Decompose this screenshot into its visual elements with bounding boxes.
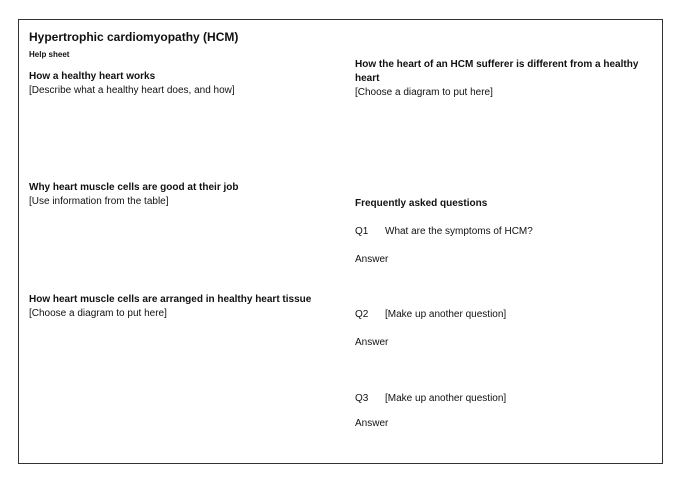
question-3-text: [Make up another question]: [385, 393, 507, 404]
cell-arrangement-prompt: [Choose a diagram to put here]: [29, 308, 167, 319]
muscle-cells-prompt: [Use information from the table]: [29, 196, 169, 207]
muscle-cells-heading: Why heart muscle cells are good at their job: [29, 182, 239, 193]
question-2-number: Q2: [355, 309, 369, 320]
document-title: Hypertrophic cardiomyopathy (HCM): [29, 30, 239, 44]
healthy-heart-heading: How a healthy heart works: [29, 71, 156, 82]
faq-heading: Frequently asked questions: [355, 198, 488, 209]
answer-1-label: Answer: [355, 254, 389, 265]
healthy-heart-prompt: [Describe what a healthy heart does, and how]: [29, 85, 235, 96]
question-1-text: What are the symptoms of HCM?: [385, 226, 533, 237]
document-subtitle: Help sheet: [29, 50, 70, 59]
hcm-difference-heading: How the heart of an HCM sufferer is different from a healthy heart: [355, 59, 639, 84]
question-2-text: [Make up another question]: [385, 309, 507, 320]
answer-2-label: Answer: [355, 337, 389, 348]
hcm-difference-prompt: [Choose a diagram to put here]: [355, 87, 493, 98]
answer-3-label: Answer: [355, 418, 389, 429]
cell-arrangement-heading: How heart muscle cells are arranged in healthy heart tissue: [29, 294, 312, 305]
question-1-number: Q1: [355, 226, 369, 237]
question-3-number: Q3: [355, 393, 369, 404]
